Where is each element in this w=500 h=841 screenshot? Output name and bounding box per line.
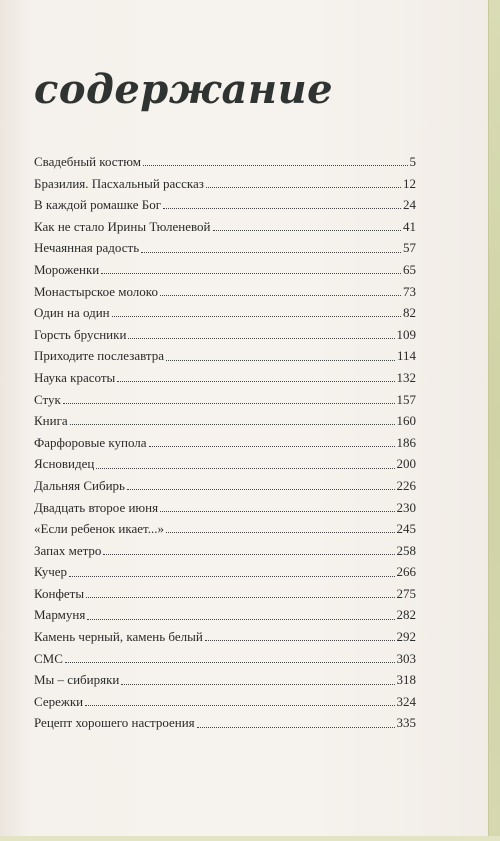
toc-leader-dots (70, 424, 395, 425)
toc-entry-title: Дальняя Сибирь (34, 477, 125, 493)
toc-entry (34, 432, 416, 454)
toc-entry-page: 292 (396, 629, 416, 645)
toc-entry-page: 275 (396, 585, 416, 601)
toc-entry-page: 65 (403, 261, 416, 277)
toc-entry (34, 540, 416, 562)
toc-entry-title: Наука красоты (34, 369, 116, 385)
toc-entry-title: Сережки (34, 693, 84, 709)
toc-leader-dots (197, 727, 395, 728)
page-edge-bottom (0, 836, 500, 841)
toc-entry-title: Мы – сибиряки (34, 672, 120, 688)
toc-entry-title: Бразилия. Пасхальный рассказ (34, 175, 204, 191)
toc-leader-dots (87, 619, 394, 620)
toc-leader-dots (86, 597, 394, 598)
toc-entry (34, 518, 416, 540)
toc-leader-dots (85, 705, 394, 706)
toc-leader-dots (69, 576, 394, 577)
toc-entry-page: 82 (403, 305, 416, 321)
toc-leader-dots (149, 446, 395, 447)
toc-leader-dots (205, 640, 395, 641)
toc-entry-page: 41 (403, 218, 416, 234)
toc-entry-title: Монастырское молоко (34, 283, 158, 299)
toc-entry-page: 132 (396, 369, 416, 385)
toc-entry-title: Запах метро (34, 542, 102, 558)
toc-leader-dots (103, 554, 394, 555)
toc-entry (34, 389, 416, 411)
toc-entry-page: 335 (396, 715, 416, 731)
toc-entry (34, 475, 416, 497)
toc-leader-dots (166, 360, 395, 361)
toc-entry-title: Мороженки (34, 261, 100, 277)
toc-leader-dots (65, 662, 395, 663)
toc-entry-page: 57 (403, 240, 416, 256)
toc-leader-dots (160, 511, 394, 512)
toc-entry-page: 157 (396, 391, 416, 407)
toc-entry-page: 282 (396, 607, 416, 623)
table-of-contents (34, 151, 416, 734)
toc-entry-page: 266 (396, 564, 416, 580)
toc-entry (34, 691, 416, 713)
toc-entry-title: Камень черный, камень белый (34, 629, 203, 645)
toc-entry (34, 345, 416, 367)
toc-entry-title: Приходите послезавтра (34, 348, 165, 364)
toc-leader-dots (166, 532, 395, 533)
toc-entry (34, 237, 416, 259)
toc-leader-dots (121, 684, 394, 685)
toc-entry-title: В каждой ромашке Бог (34, 197, 162, 213)
toc-leader-dots (96, 468, 394, 469)
toc-leader-dots (163, 208, 401, 209)
toc-leader-dots (127, 489, 395, 490)
toc-entry-page: 324 (396, 693, 416, 709)
toc-entry-page: 186 (396, 434, 416, 450)
toc-entry-page: 5 (409, 154, 416, 169)
toc-entry-page: 318 (396, 672, 416, 688)
toc-entry-title: Двадцать второе июня (34, 499, 159, 515)
toc-entry (34, 712, 416, 734)
toc-leader-dots (141, 252, 401, 253)
toc-leader-dots (213, 230, 401, 231)
toc-entry (34, 216, 416, 238)
toc-leader-dots (101, 273, 401, 274)
toc-entry (34, 324, 416, 346)
toc-entry-page: 73 (403, 283, 416, 299)
toc-entry-title: Книга (34, 413, 68, 429)
toc-entry-title: СМС (34, 650, 63, 666)
toc-entry (34, 453, 416, 475)
toc-entry-page: 258 (396, 542, 416, 558)
toc-entry (34, 302, 416, 324)
toc-entry-title: Рецепт хорошего настроения (34, 715, 195, 731)
toc-entry (34, 151, 416, 173)
toc-entry (34, 583, 416, 605)
toc-leader-dots (112, 316, 401, 317)
toc-entry (34, 669, 416, 691)
toc-entry-page: 200 (396, 456, 416, 472)
toc-entry (34, 604, 416, 626)
toc-entry-page: 303 (396, 650, 416, 666)
toc-entry (34, 648, 416, 670)
toc-entry-page: 245 (396, 521, 416, 537)
toc-entry-page: 109 (396, 326, 416, 342)
toc-entry-title: Горсть брусники (34, 326, 127, 342)
toc-leader-dots (128, 338, 394, 339)
toc-entry-page: 226 (396, 477, 416, 493)
toc-entry (34, 281, 416, 303)
toc-entry-title: Один на один (34, 305, 110, 321)
toc-entry-title: Ясновидец (34, 456, 95, 472)
toc-entry-title: Мармуня (34, 607, 86, 623)
toc-entry-title: Конфеты (34, 585, 85, 601)
toc-entry-title: Кучер (34, 564, 68, 580)
toc-entry (34, 561, 416, 583)
toc-entry-title: Стук (34, 391, 61, 407)
toc-entry (34, 259, 416, 281)
page-edge-right (488, 0, 500, 841)
toc-entry-page: 114 (396, 348, 416, 364)
page-title: содержание (34, 66, 334, 113)
toc-leader-dots (160, 295, 401, 296)
toc-leader-dots (206, 187, 401, 188)
toc-entry-title: «Если ребенок икает...» (34, 521, 164, 537)
toc-entry-page: 230 (396, 499, 416, 515)
toc-leader-dots (143, 165, 407, 166)
toc-entry (34, 497, 416, 519)
toc-entry-page: 12 (403, 175, 416, 191)
toc-entry (34, 194, 416, 216)
toc-entry (34, 626, 416, 648)
toc-entry-title: Свадебный костюм (34, 154, 142, 169)
toc-entry (34, 367, 416, 389)
toc-entry (34, 410, 416, 432)
toc-entry-title: Нечаянная радость (34, 240, 140, 256)
toc-entry-page: 160 (396, 413, 416, 429)
toc-entry (34, 173, 416, 195)
toc-entry-title: Фарфоровые купола (34, 434, 147, 450)
toc-leader-dots (63, 403, 395, 404)
toc-entry-title: Как не стало Ирины Тюленевой (34, 218, 211, 234)
toc-leader-dots (117, 381, 394, 382)
toc-entry-page: 24 (403, 197, 416, 213)
